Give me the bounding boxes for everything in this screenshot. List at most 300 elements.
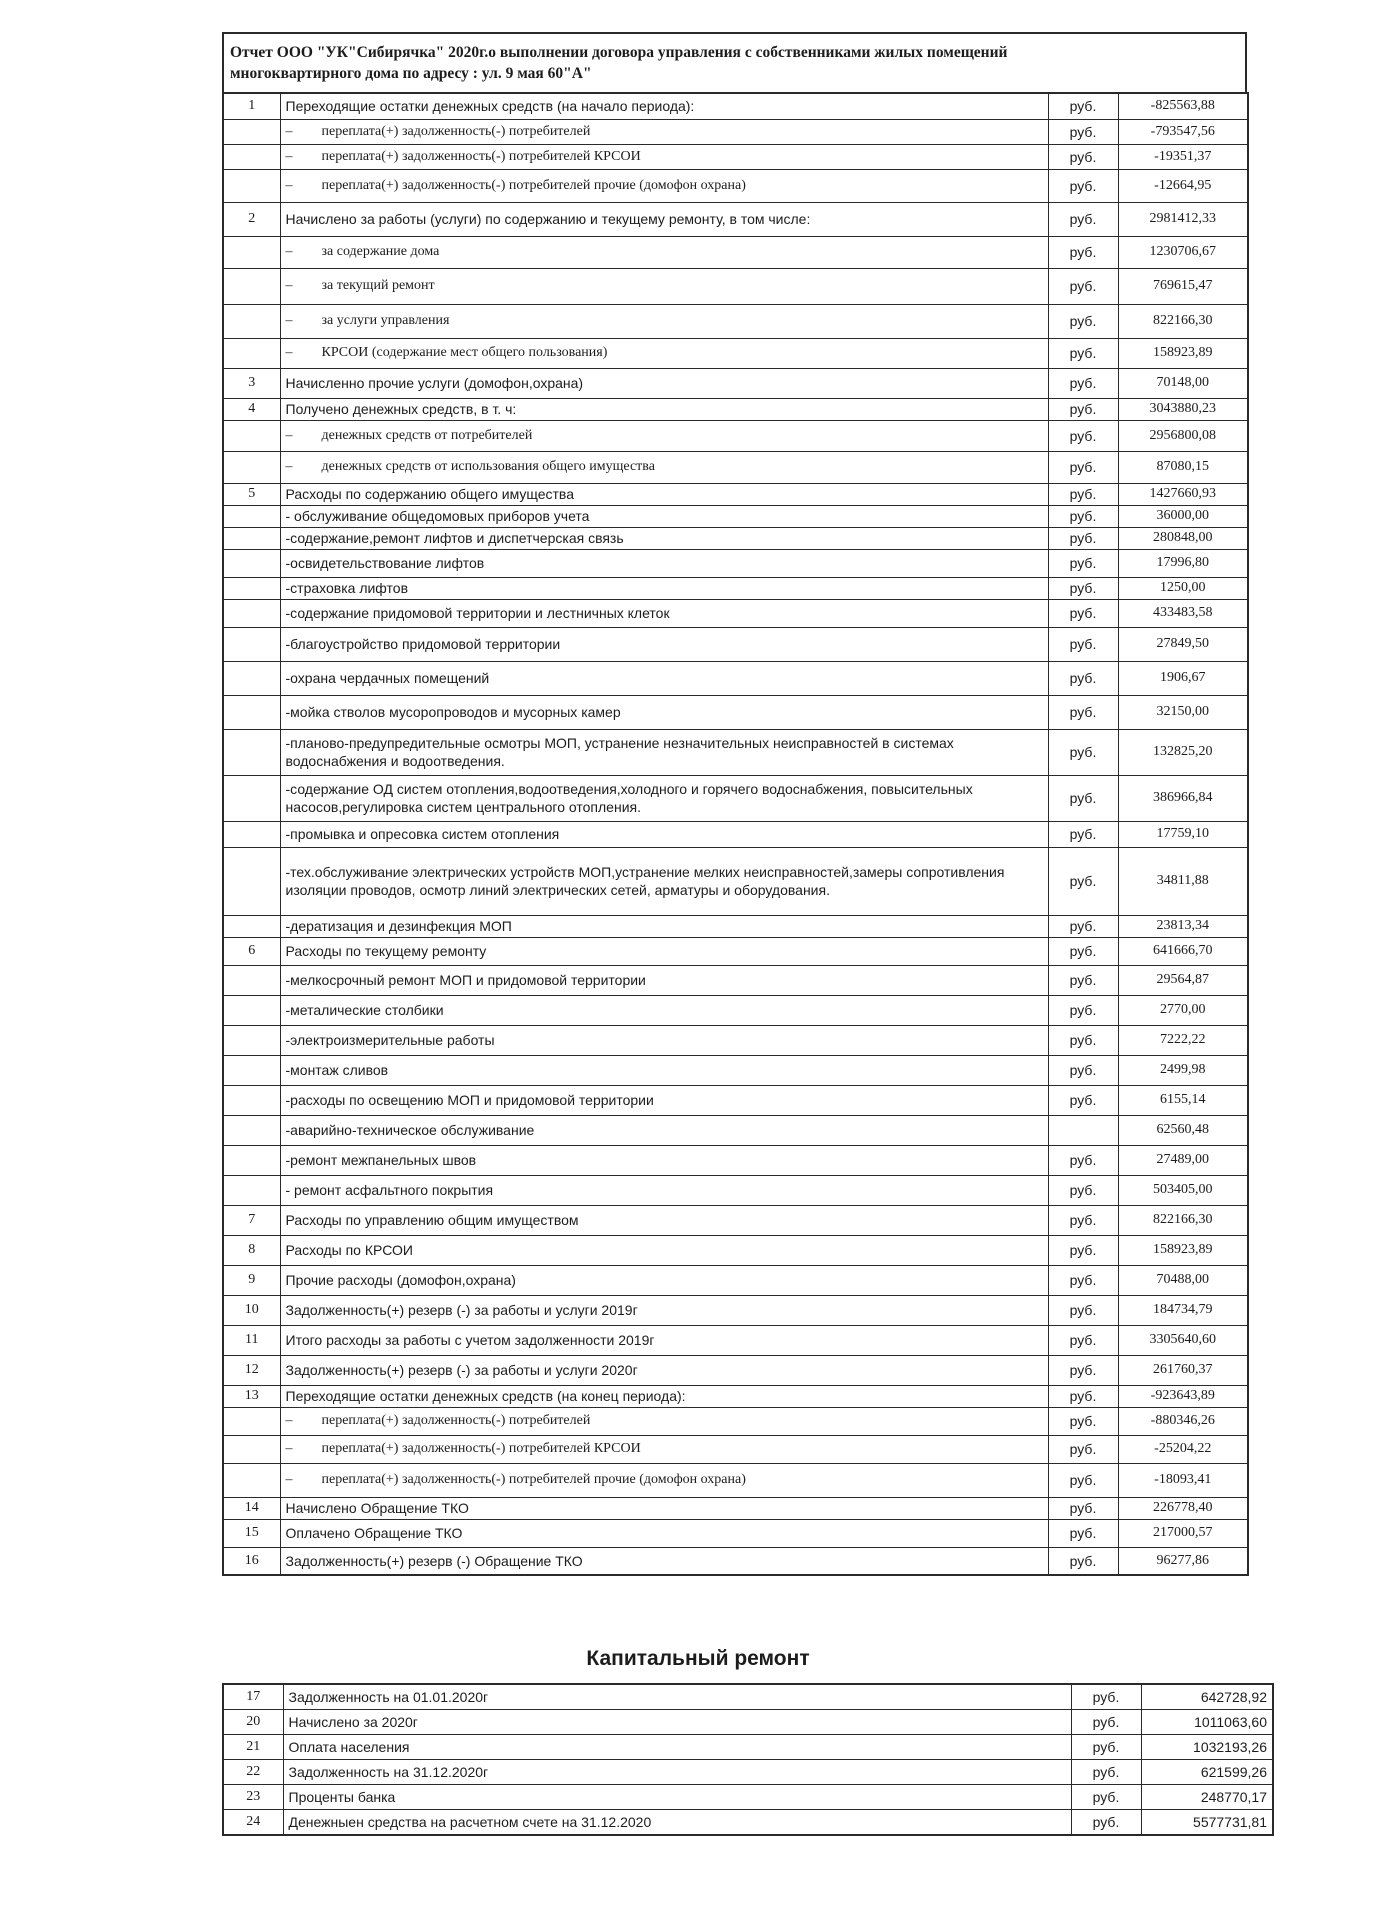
row-value: 280848,00	[1118, 527, 1248, 549]
row-label	[280, 847, 1048, 915]
row-number: 14	[223, 1497, 280, 1519]
row-label	[280, 1235, 1048, 1265]
report-table	[222, 92, 1249, 1576]
row-number: 3	[223, 368, 280, 398]
row-number	[223, 1055, 280, 1085]
row-number	[223, 268, 280, 304]
row-number	[223, 1115, 280, 1145]
row-label-text: -освидетельствование лифтов	[285, 555, 485, 571]
row-label-text: переплата(+) задолженность(-) потребителей прочие (домофон охрана)	[321, 1472, 746, 1487]
report-row	[223, 1055, 1248, 1085]
row-label-text: переплата(+) задолженность(-) потребителей	[321, 123, 591, 139]
row-unit: руб.	[1048, 144, 1118, 169]
report-row	[223, 915, 1248, 937]
report-row	[223, 1235, 1248, 1265]
row-number: 16	[223, 1547, 280, 1575]
row-label	[280, 1145, 1048, 1175]
report-row	[223, 1145, 1248, 1175]
row-label: Задолженность на 01.01.2020г	[283, 1684, 1071, 1710]
row-value: 158923,89	[1118, 338, 1248, 368]
row-label	[280, 1295, 1048, 1325]
row-unit: руб.	[1048, 398, 1118, 420]
row-number: 20	[223, 1710, 283, 1735]
row-unit: руб.	[1048, 304, 1118, 338]
row-number	[223, 695, 280, 729]
report-row	[223, 304, 1248, 338]
report-row	[223, 821, 1248, 847]
report-row	[223, 549, 1248, 577]
row-number	[223, 729, 280, 775]
row-label-text: -тех.обслуживание электрических устройств МОП,устранение мелких неисправностей,замеры сопротивления изоляции проводов, осмотр линий электрических сетей, арматуры и оборудования.	[285, 864, 1005, 898]
report-row	[223, 338, 1248, 368]
row-unit: руб.	[1048, 695, 1118, 729]
capital-repair-table-body	[223, 1684, 1273, 1835]
capital-repair-row	[223, 1684, 1273, 1710]
dash-bullet: –	[285, 278, 293, 293]
dash-bullet: –	[285, 148, 293, 164]
row-label: Задолженность на 31.12.2020г	[283, 1760, 1071, 1785]
row-label	[280, 451, 1048, 483]
row-unit: руб.	[1071, 1810, 1141, 1836]
row-unit: руб.	[1048, 729, 1118, 775]
row-number	[223, 1145, 280, 1175]
row-number	[223, 965, 280, 995]
row-label	[280, 965, 1048, 995]
row-label	[280, 549, 1048, 577]
row-number	[223, 338, 280, 368]
row-unit: руб.	[1071, 1735, 1141, 1760]
row-label	[280, 202, 1048, 236]
row-label	[280, 915, 1048, 937]
row-label-text: -содержание ОД систем отопления,водоотведения,холодного и горячего водоснабжения, повысительных насосов,регулировка систем центрального отопления.	[285, 781, 973, 815]
row-label	[280, 1115, 1048, 1145]
row-number	[223, 821, 280, 847]
row-value: 503405,00	[1118, 1175, 1248, 1205]
row-label-text: -планово-предупредительные осмотры МОП, устранение незначительных неисправностей в системах водоснабжения и водоотведения.	[285, 735, 954, 769]
row-number: 4	[223, 398, 280, 420]
row-unit: руб.	[1048, 1325, 1118, 1355]
row-value: -880346,26	[1118, 1407, 1248, 1435]
row-label	[280, 577, 1048, 599]
row-label	[280, 169, 1048, 202]
row-label-text: переплата(+) задолженность(-) потребителей КРСОИ	[321, 1441, 641, 1456]
row-label	[280, 1025, 1048, 1055]
row-label: Начислено за 2020г	[283, 1710, 1071, 1735]
report-row	[223, 1407, 1248, 1435]
row-value: 1427660,93	[1118, 483, 1248, 505]
report-row	[223, 368, 1248, 398]
row-label	[280, 1265, 1048, 1295]
capital-repair-title: Капитальный ремонт	[586, 1647, 810, 1670]
row-unit: руб.	[1048, 236, 1118, 268]
report-table-body	[223, 93, 1248, 1575]
dash-bullet: –	[285, 1441, 293, 1456]
report-row	[223, 527, 1248, 549]
row-value: 3043880,23	[1118, 398, 1248, 420]
row-unit: руб.	[1048, 527, 1118, 549]
report-sheet	[222, 32, 1247, 1576]
row-value: 62560,48	[1118, 1115, 1248, 1145]
row-value: 32150,00	[1118, 695, 1248, 729]
row-unit: руб.	[1048, 1055, 1118, 1085]
row-label-text: переплата(+) задолженность(-) потребителей	[321, 1413, 591, 1428]
row-label-text: -электроизмерительные работы	[285, 1032, 495, 1048]
report-row	[223, 1115, 1248, 1145]
report-row	[223, 577, 1248, 599]
row-unit: руб.	[1048, 995, 1118, 1025]
row-number	[223, 119, 280, 144]
row-value: 17759,10	[1118, 821, 1248, 847]
row-value: 70148,00	[1118, 368, 1248, 398]
capital-repair-row	[223, 1710, 1273, 1735]
row-label-text: - обслуживание общедомовых приборов учета	[285, 508, 590, 524]
row-unit: руб.	[1048, 1205, 1118, 1235]
row-label-text: -дератизация и дезинфекция МОП	[285, 918, 512, 934]
row-label	[280, 627, 1048, 661]
row-value: 27489,00	[1118, 1145, 1248, 1175]
report-row	[223, 661, 1248, 695]
row-label-text: денежных средств от потребителей	[321, 427, 533, 443]
row-label-text: -мойка стволов мусоропроводов и мусорных камер	[285, 704, 621, 720]
row-label-text: Начисленно прочие услуги (домофон,охрана)	[285, 375, 584, 391]
dash-bullet: –	[285, 123, 293, 139]
row-value: -25204,22	[1118, 1435, 1248, 1463]
report-row	[223, 695, 1248, 729]
row-value: 132825,20	[1118, 729, 1248, 775]
row-unit: руб.	[1048, 1145, 1118, 1175]
row-value: 17996,80	[1118, 549, 1248, 577]
row-unit: руб.	[1048, 420, 1118, 451]
row-label-text: Прочие расходы (домофон,охрана)	[285, 1272, 516, 1288]
row-unit: руб.	[1048, 451, 1118, 483]
row-value: 1250,00	[1118, 577, 1248, 599]
row-label	[280, 119, 1048, 144]
row-unit: руб.	[1048, 93, 1118, 119]
report-row	[223, 995, 1248, 1025]
row-unit: руб.	[1048, 549, 1118, 577]
row-unit	[1048, 1115, 1118, 1145]
row-number	[223, 915, 280, 937]
row-unit: руб.	[1048, 599, 1118, 627]
row-label	[280, 599, 1048, 627]
row-label-text: денежных средств от использования общего имущества	[321, 459, 655, 474]
report-row	[223, 236, 1248, 268]
row-number: 24	[223, 1810, 283, 1836]
row-unit: руб.	[1048, 119, 1118, 144]
row-number	[223, 627, 280, 661]
capital-repair-row	[223, 1810, 1273, 1836]
row-label-text: -монтаж сливов	[285, 1062, 389, 1078]
row-label-text: -расходы по освещению МОП и придомовой территории	[285, 1092, 654, 1108]
row-number: 10	[223, 1295, 280, 1325]
row-unit: руб.	[1048, 268, 1118, 304]
report-row	[223, 1325, 1248, 1355]
row-value: 1032193,26	[1141, 1735, 1273, 1760]
row-value: -18093,41	[1118, 1463, 1248, 1497]
row-label	[280, 1547, 1048, 1575]
row-number: 11	[223, 1325, 280, 1355]
row-number: 2	[223, 202, 280, 236]
row-label-text: Оплачено Обращение ТКО	[285, 1525, 463, 1541]
row-value: 2956800,08	[1118, 420, 1248, 451]
row-label	[280, 1205, 1048, 1235]
row-label-text: Переходящие остатки денежных средств (на конец периода):	[285, 1388, 686, 1404]
dash-bullet: –	[285, 313, 293, 328]
row-number	[223, 995, 280, 1025]
row-number: 22	[223, 1760, 283, 1785]
row-unit: руб.	[1048, 1025, 1118, 1055]
dash-bullet: –	[285, 427, 293, 443]
row-value: 248770,17	[1141, 1785, 1273, 1810]
row-value: 261760,37	[1118, 1355, 1248, 1385]
row-label	[280, 398, 1048, 420]
row-unit: руб.	[1071, 1785, 1141, 1810]
row-unit: руб.	[1048, 1085, 1118, 1115]
row-label-text: - ремонт асфальтного покрытия	[285, 1182, 494, 1198]
row-value: -923643,89	[1118, 1385, 1248, 1407]
row-value: 3305640,60	[1118, 1325, 1248, 1355]
report-row	[223, 937, 1248, 965]
row-unit: руб.	[1048, 1235, 1118, 1265]
row-label	[280, 483, 1048, 505]
row-label	[280, 1519, 1048, 1547]
row-label: Денежныен средства на расчетном счете на 31.12.2020	[283, 1810, 1071, 1836]
row-label	[280, 661, 1048, 695]
row-number: 17	[223, 1684, 283, 1710]
row-label-text: -страховка лифтов	[285, 580, 408, 596]
row-label-text: за содержание дома	[321, 244, 440, 259]
row-label	[280, 304, 1048, 338]
row-unit: руб.	[1048, 505, 1118, 527]
capital-repair-row	[223, 1785, 1273, 1810]
row-unit: руб.	[1048, 1463, 1118, 1497]
row-label-text: Задолженность(+) резерв (-) за работы и услуги 2019г	[285, 1302, 638, 1318]
dash-bullet: –	[285, 1472, 293, 1487]
report-row	[223, 420, 1248, 451]
row-number: 8	[223, 1235, 280, 1265]
row-value: 226778,40	[1118, 1497, 1248, 1519]
row-label-text: за текущий ремонт	[321, 278, 435, 293]
row-unit: руб.	[1048, 1265, 1118, 1295]
report-row	[223, 268, 1248, 304]
row-value: 217000,57	[1118, 1519, 1248, 1547]
row-unit: руб.	[1048, 1407, 1118, 1435]
row-label-text: -металические столбики	[285, 1002, 444, 1018]
row-label	[280, 995, 1048, 1025]
report-row	[223, 1295, 1248, 1325]
row-label-text: -аварийно-техническое обслуживание	[285, 1122, 535, 1138]
report-row	[223, 1265, 1248, 1295]
capital-repair-row	[223, 1735, 1273, 1760]
row-unit: руб.	[1048, 1355, 1118, 1385]
row-value: 96277,86	[1118, 1547, 1248, 1575]
row-number	[223, 847, 280, 915]
row-value: 621599,26	[1141, 1760, 1273, 1785]
report-row	[223, 505, 1248, 527]
row-unit: руб.	[1048, 847, 1118, 915]
row-unit: руб.	[1048, 338, 1118, 368]
row-unit: руб.	[1048, 1547, 1118, 1575]
row-value: -793547,56	[1118, 119, 1248, 144]
row-unit: руб.	[1071, 1684, 1141, 1710]
row-value: 87080,15	[1118, 451, 1248, 483]
report-title	[222, 32, 1247, 92]
report-title-line-2: многоквартирного дома по адресу : ул. 9 мая 60"А"	[230, 65, 592, 82]
row-number: 21	[223, 1735, 283, 1760]
row-value: 23813,34	[1118, 915, 1248, 937]
row-number	[223, 1025, 280, 1055]
row-label	[280, 144, 1048, 169]
row-label	[280, 937, 1048, 965]
row-number: 7	[223, 1205, 280, 1235]
row-label	[280, 1435, 1048, 1463]
report-row	[223, 1205, 1248, 1235]
row-value: 2499,98	[1118, 1055, 1248, 1085]
row-label	[280, 1055, 1048, 1085]
row-number	[223, 451, 280, 483]
row-label	[280, 420, 1048, 451]
row-value: 70488,00	[1118, 1265, 1248, 1295]
row-label	[280, 1463, 1048, 1497]
row-value: 158923,89	[1118, 1235, 1248, 1265]
row-number	[223, 1463, 280, 1497]
row-number: 13	[223, 1385, 280, 1407]
row-label-text: Расходы по текущему ремонту	[285, 943, 487, 959]
row-value: 6155,14	[1118, 1085, 1248, 1115]
row-value: 769615,47	[1118, 268, 1248, 304]
row-label	[280, 1175, 1048, 1205]
row-unit: руб.	[1071, 1760, 1141, 1785]
row-value: 5577731,81	[1141, 1810, 1273, 1836]
row-label-text: -промывка и опресовка систем отопления	[285, 826, 560, 842]
row-unit: руб.	[1048, 1519, 1118, 1547]
row-label-text: Итого расходы за работы с учетом задолженности 2019г	[285, 1332, 655, 1348]
report-title-line-1: Отчет ООО "УК"Сибирячка" 2020г.о выполнении договора управления с собственниками жилых помещений	[230, 44, 1008, 61]
row-unit: руб.	[1048, 965, 1118, 995]
report-row	[223, 1025, 1248, 1055]
row-unit: руб.	[1048, 169, 1118, 202]
row-number: 1	[223, 93, 280, 119]
row-label	[280, 1385, 1048, 1407]
report-row	[223, 1085, 1248, 1115]
report-row	[223, 1519, 1248, 1547]
row-value: -825563,88	[1118, 93, 1248, 119]
report-row	[223, 599, 1248, 627]
row-label: Проценты банка	[283, 1785, 1071, 1810]
row-number	[223, 527, 280, 549]
row-unit: руб.	[1048, 915, 1118, 937]
row-label	[280, 821, 1048, 847]
row-unit: руб.	[1048, 627, 1118, 661]
row-label	[280, 695, 1048, 729]
row-label	[280, 1355, 1048, 1385]
row-label-text: переплата(+) задолженность(-) потребителей КРСОИ	[321, 148, 641, 164]
row-label-text: -благоустройство придомовой территории	[285, 636, 561, 652]
row-number	[223, 1407, 280, 1435]
report-row	[223, 483, 1248, 505]
row-unit: руб.	[1048, 775, 1118, 821]
row-label-text: Расходы по содержанию общего имущества	[285, 486, 574, 502]
row-label-text: КРСОИ (содержание мест общего пользования)	[321, 345, 608, 360]
row-label	[280, 1407, 1048, 1435]
report-row	[223, 1547, 1248, 1575]
row-number: 5	[223, 483, 280, 505]
row-label-text: Начислено за работы (услуги) по содержанию и текущему ремонту, в том числе:	[285, 211, 811, 227]
row-unit: руб.	[1048, 821, 1118, 847]
report-row	[223, 1497, 1248, 1519]
row-label	[280, 775, 1048, 821]
row-label-text: -содержание придомовой территории и лестничных клеток	[285, 605, 670, 621]
row-unit: руб.	[1048, 1435, 1118, 1463]
row-value: 2770,00	[1118, 995, 1248, 1025]
row-number: 12	[223, 1355, 280, 1385]
row-label-text: Расходы по КРСОИ	[285, 1242, 413, 1258]
row-value: 1230706,67	[1118, 236, 1248, 268]
report-row	[223, 1463, 1248, 1497]
dash-bullet: –	[285, 244, 293, 259]
report-row	[223, 775, 1248, 821]
row-number	[223, 236, 280, 268]
row-value: 433483,58	[1118, 599, 1248, 627]
report-row	[223, 627, 1248, 661]
row-unit: руб.	[1048, 1175, 1118, 1205]
row-number	[223, 775, 280, 821]
row-value: 1906,67	[1118, 661, 1248, 695]
capital-repair-table	[222, 1683, 1274, 1836]
row-label-text: Задолженность(+) резерв (-) за работы и услуги 2020г	[285, 1362, 638, 1378]
row-label-text: -мелкосрочный ремонт МОП и придомовой территории	[285, 972, 646, 988]
report-row	[223, 169, 1248, 202]
row-unit: руб.	[1048, 1295, 1118, 1325]
row-value: 184734,79	[1118, 1295, 1248, 1325]
row-value: 34811,88	[1118, 847, 1248, 915]
row-number	[223, 1435, 280, 1463]
row-value: -12664,95	[1118, 169, 1248, 202]
row-label	[280, 505, 1048, 527]
report-row	[223, 451, 1248, 483]
row-number	[223, 577, 280, 599]
row-label	[280, 338, 1048, 368]
row-number	[223, 420, 280, 451]
row-number: 9	[223, 1265, 280, 1295]
row-number	[223, 169, 280, 202]
report-row	[223, 93, 1248, 119]
row-label	[280, 368, 1048, 398]
row-unit: руб.	[1048, 202, 1118, 236]
report-row	[223, 729, 1248, 775]
row-value: 1011063,60	[1141, 1710, 1273, 1735]
row-number	[223, 144, 280, 169]
report-row	[223, 1355, 1248, 1385]
row-label-text: -охрана чердачных помещений	[285, 670, 490, 686]
row-number	[223, 505, 280, 527]
row-value: 386966,84	[1118, 775, 1248, 821]
row-value: 822166,30	[1118, 304, 1248, 338]
row-value: 642728,92	[1141, 1684, 1273, 1710]
row-value: -19351,37	[1118, 144, 1248, 169]
row-number: 6	[223, 937, 280, 965]
report-row	[223, 144, 1248, 169]
row-value: 7222,22	[1118, 1025, 1248, 1055]
dash-bullet: –	[285, 345, 293, 360]
row-unit: руб.	[1048, 483, 1118, 505]
capital-repair-row	[223, 1760, 1273, 1785]
dash-bullet: –	[285, 1413, 293, 1428]
report-row	[223, 847, 1248, 915]
row-number	[223, 1175, 280, 1205]
row-label	[280, 1085, 1048, 1115]
row-label	[280, 729, 1048, 775]
